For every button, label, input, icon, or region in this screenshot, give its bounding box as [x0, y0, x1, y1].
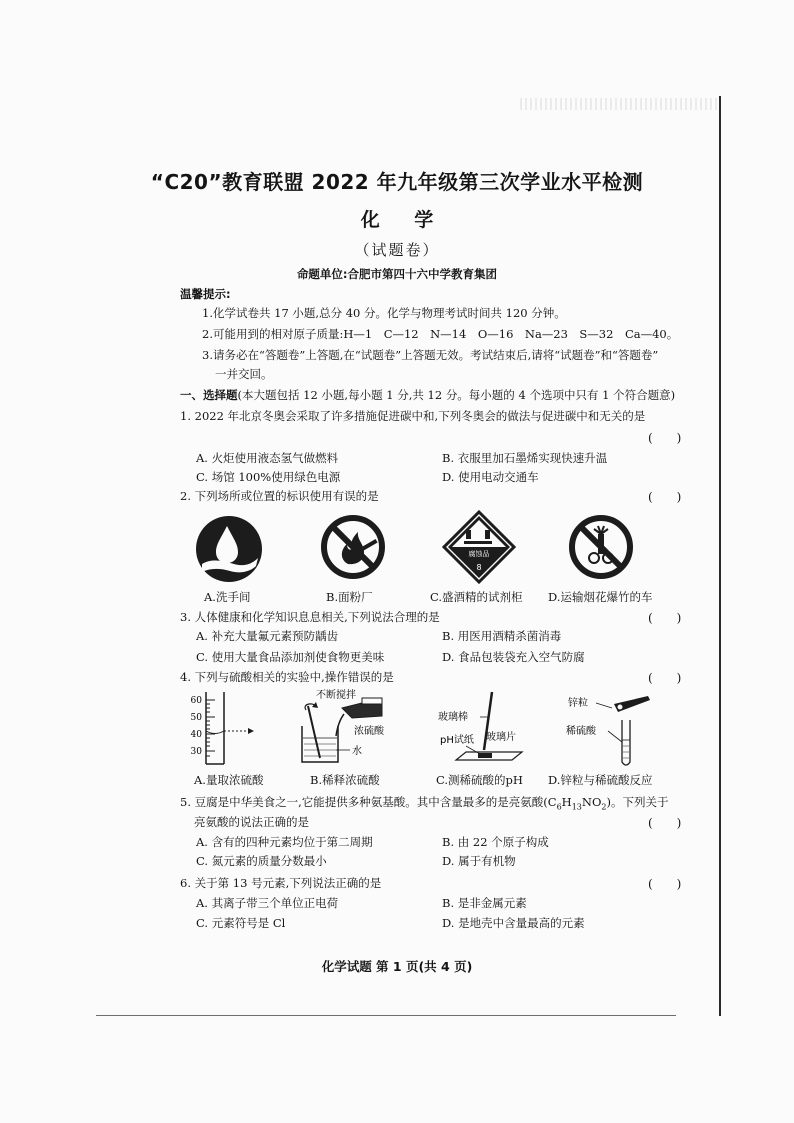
q2-option-d: D.运输烟花爆竹的车: [548, 590, 653, 604]
q1-option-c: C. 场馆 100%使用绿色电源: [196, 470, 341, 484]
q6-option-a: A. 其离子带三个单位正电荷: [196, 896, 339, 910]
q1-stem: 1. 2022 年北京冬奥会采取了许多措施促进碳中和,下列冬奥会的做法与促进碳中和无关的是: [180, 409, 646, 423]
tips-heading: 温馨提示:: [180, 287, 231, 301]
formula-no: NO: [581, 795, 602, 809]
ph-test-figure: [436, 688, 546, 768]
q4-stem: 4. 下列与硫酸相关的实验中,操作错误的是: [180, 670, 394, 684]
author-line: 命题单位:合肥市第四十六中学教育集团: [296, 267, 498, 281]
q1-option-b: B. 衣服里加石墨烯实现快速升温: [442, 451, 608, 465]
scan-noise: [520, 98, 718, 110]
dilution-figure: [296, 688, 416, 768]
no-fireworks-sign-icon: [568, 514, 634, 580]
q2-answer-blank[interactable]: ( ): [648, 490, 682, 504]
q3-answer-blank[interactable]: ( ): [648, 611, 682, 625]
tip-3-cont: 一并交回。: [215, 367, 273, 381]
q5-stem-text: 5. 豆腐是中华美食之一,它能提供多种氨基酸。其中含量最多的是亮氨酸(C: [180, 795, 557, 809]
label-dilute-acid: 稀硫酸: [566, 726, 596, 737]
q3-option-d: D. 食品包装袋充入空气防腐: [442, 650, 585, 664]
q5-option-b: B. 由 22 个原子构成: [442, 835, 549, 849]
tick-40: 40: [190, 730, 202, 740]
label-zinc: 锌粒: [568, 698, 588, 709]
q3-stem: 3. 人体健康和化学知识息息相关,下列说法合理的是: [180, 610, 440, 624]
tip-1: 1.化学试卷共 17 小题,总分 40 分。化学与物理考试时间共 120 分钟。: [202, 306, 566, 320]
paper-type: （试题卷）: [354, 241, 440, 259]
q6-option-b: B. 是非金属元素: [442, 896, 527, 910]
q5-option-a: A. 含有的四种元素均位于第二周期: [196, 835, 373, 849]
q5-option-c: C. 氮元素的质量分数最小: [196, 854, 327, 868]
label-glass-rod: 玻璃棒: [438, 712, 468, 723]
q5-stem-tail: )。下列关于: [606, 795, 669, 809]
q5-stem-line2: 亮氨酸的说法正确的是: [194, 815, 309, 829]
section-desc: (本大题包括 12 小题,每小题 1 分,共 12 分。每小题的 4 个选项中只有 1 个符合题意): [237, 388, 676, 402]
q2-stem: 2. 下列场所或位置的标识使用有误的是: [180, 489, 379, 503]
q4-option-a: A.量取浓硫酸: [194, 773, 264, 787]
section-heading: [180, 387, 675, 403]
washroom-sign-icon: [194, 514, 264, 584]
tick-50: 50: [190, 713, 202, 723]
label-glass-sheet: 玻璃片: [486, 732, 516, 743]
q4-answer-blank[interactable]: ( ): [648, 671, 682, 685]
label-ph-paper: pH试纸: [440, 735, 474, 746]
page-footer: 化学试题 第 1 页(共 4 页): [321, 959, 473, 974]
q6-answer-blank[interactable]: ( ): [648, 877, 682, 891]
scan-edge-right: [719, 96, 721, 1016]
tip-3: 3.请务必在“答题卷”上答题,在“试题卷”上答题无效。考试结束后,请将“试题卷”和“答题卷”: [202, 348, 659, 362]
q2-option-a: A.洗手间: [204, 590, 251, 604]
section-title: 一、选择题: [180, 388, 238, 402]
label-stir: 不断搅拌: [316, 690, 356, 701]
tip-2: 2.可能用到的相对原子质量:H—1 C—12 N—14 O—16 Na—23 S—32 Ca—40。: [202, 327, 679, 341]
q4-option-d: D.锌粒与稀硫酸反应: [548, 773, 653, 787]
tick-60: 60: [190, 696, 202, 706]
no-fire-sign-icon: [320, 514, 386, 580]
q4-option-c: C.测稀硫酸的pH: [436, 773, 523, 787]
q5-stem-line1: [180, 794, 668, 811]
q3-option-c: C. 使用大量食品添加剂使食物更美味: [196, 650, 385, 664]
q3-option-a: A. 补充大量氟元素预防龋齿: [196, 629, 339, 643]
zinc-reaction-figure: [560, 694, 660, 770]
tick-30: 30: [190, 747, 202, 757]
formula-h-sub: 13: [571, 802, 582, 812]
q6-option-c: C. 元素符号是 Cl: [196, 916, 286, 930]
q6-option-d: D. 是地壳中含量最高的元素: [442, 916, 585, 930]
label-water: 水: [352, 746, 362, 757]
corrosive-sign-icon: [442, 510, 516, 584]
q6-stem: 6. 关于第 13 号元素,下列说法正确的是: [180, 876, 382, 890]
q4-option-b: B.稀释浓硫酸: [310, 773, 380, 787]
q1-answer-blank[interactable]: ( ): [648, 431, 682, 445]
q5-answer-blank[interactable]: ( ): [648, 816, 682, 830]
q3-option-b: B. 用医用酒精杀菌消毒: [442, 629, 562, 643]
q2-option-b: B.面粉厂: [326, 590, 373, 604]
corrosive-sign-text: 腐蚀品: [468, 550, 490, 558]
subject-title: 化 学: [360, 209, 448, 231]
q1-option-a: A. 火炬使用液态氢气做燃料: [196, 451, 339, 465]
corrosive-class-number: 8: [476, 563, 482, 572]
q5-option-d: D. 属于有机物: [442, 854, 516, 868]
formula-c-sub: 6: [556, 802, 562, 812]
formula-h: H: [561, 795, 572, 809]
q1-option-d: D. 使用电动交通车: [442, 470, 539, 484]
scan-edge-bottom: [96, 1015, 676, 1016]
measuring-cylinder-figure: [184, 690, 270, 768]
exam-title: “C20”教育联盟 2022 年九年级第三次学业水平检测: [150, 170, 644, 194]
q2-option-c: C.盛酒精的试剂柜: [430, 590, 523, 604]
label-conc-acid: 浓硫酸: [354, 726, 384, 737]
formula-no-sub: 2: [601, 802, 607, 812]
